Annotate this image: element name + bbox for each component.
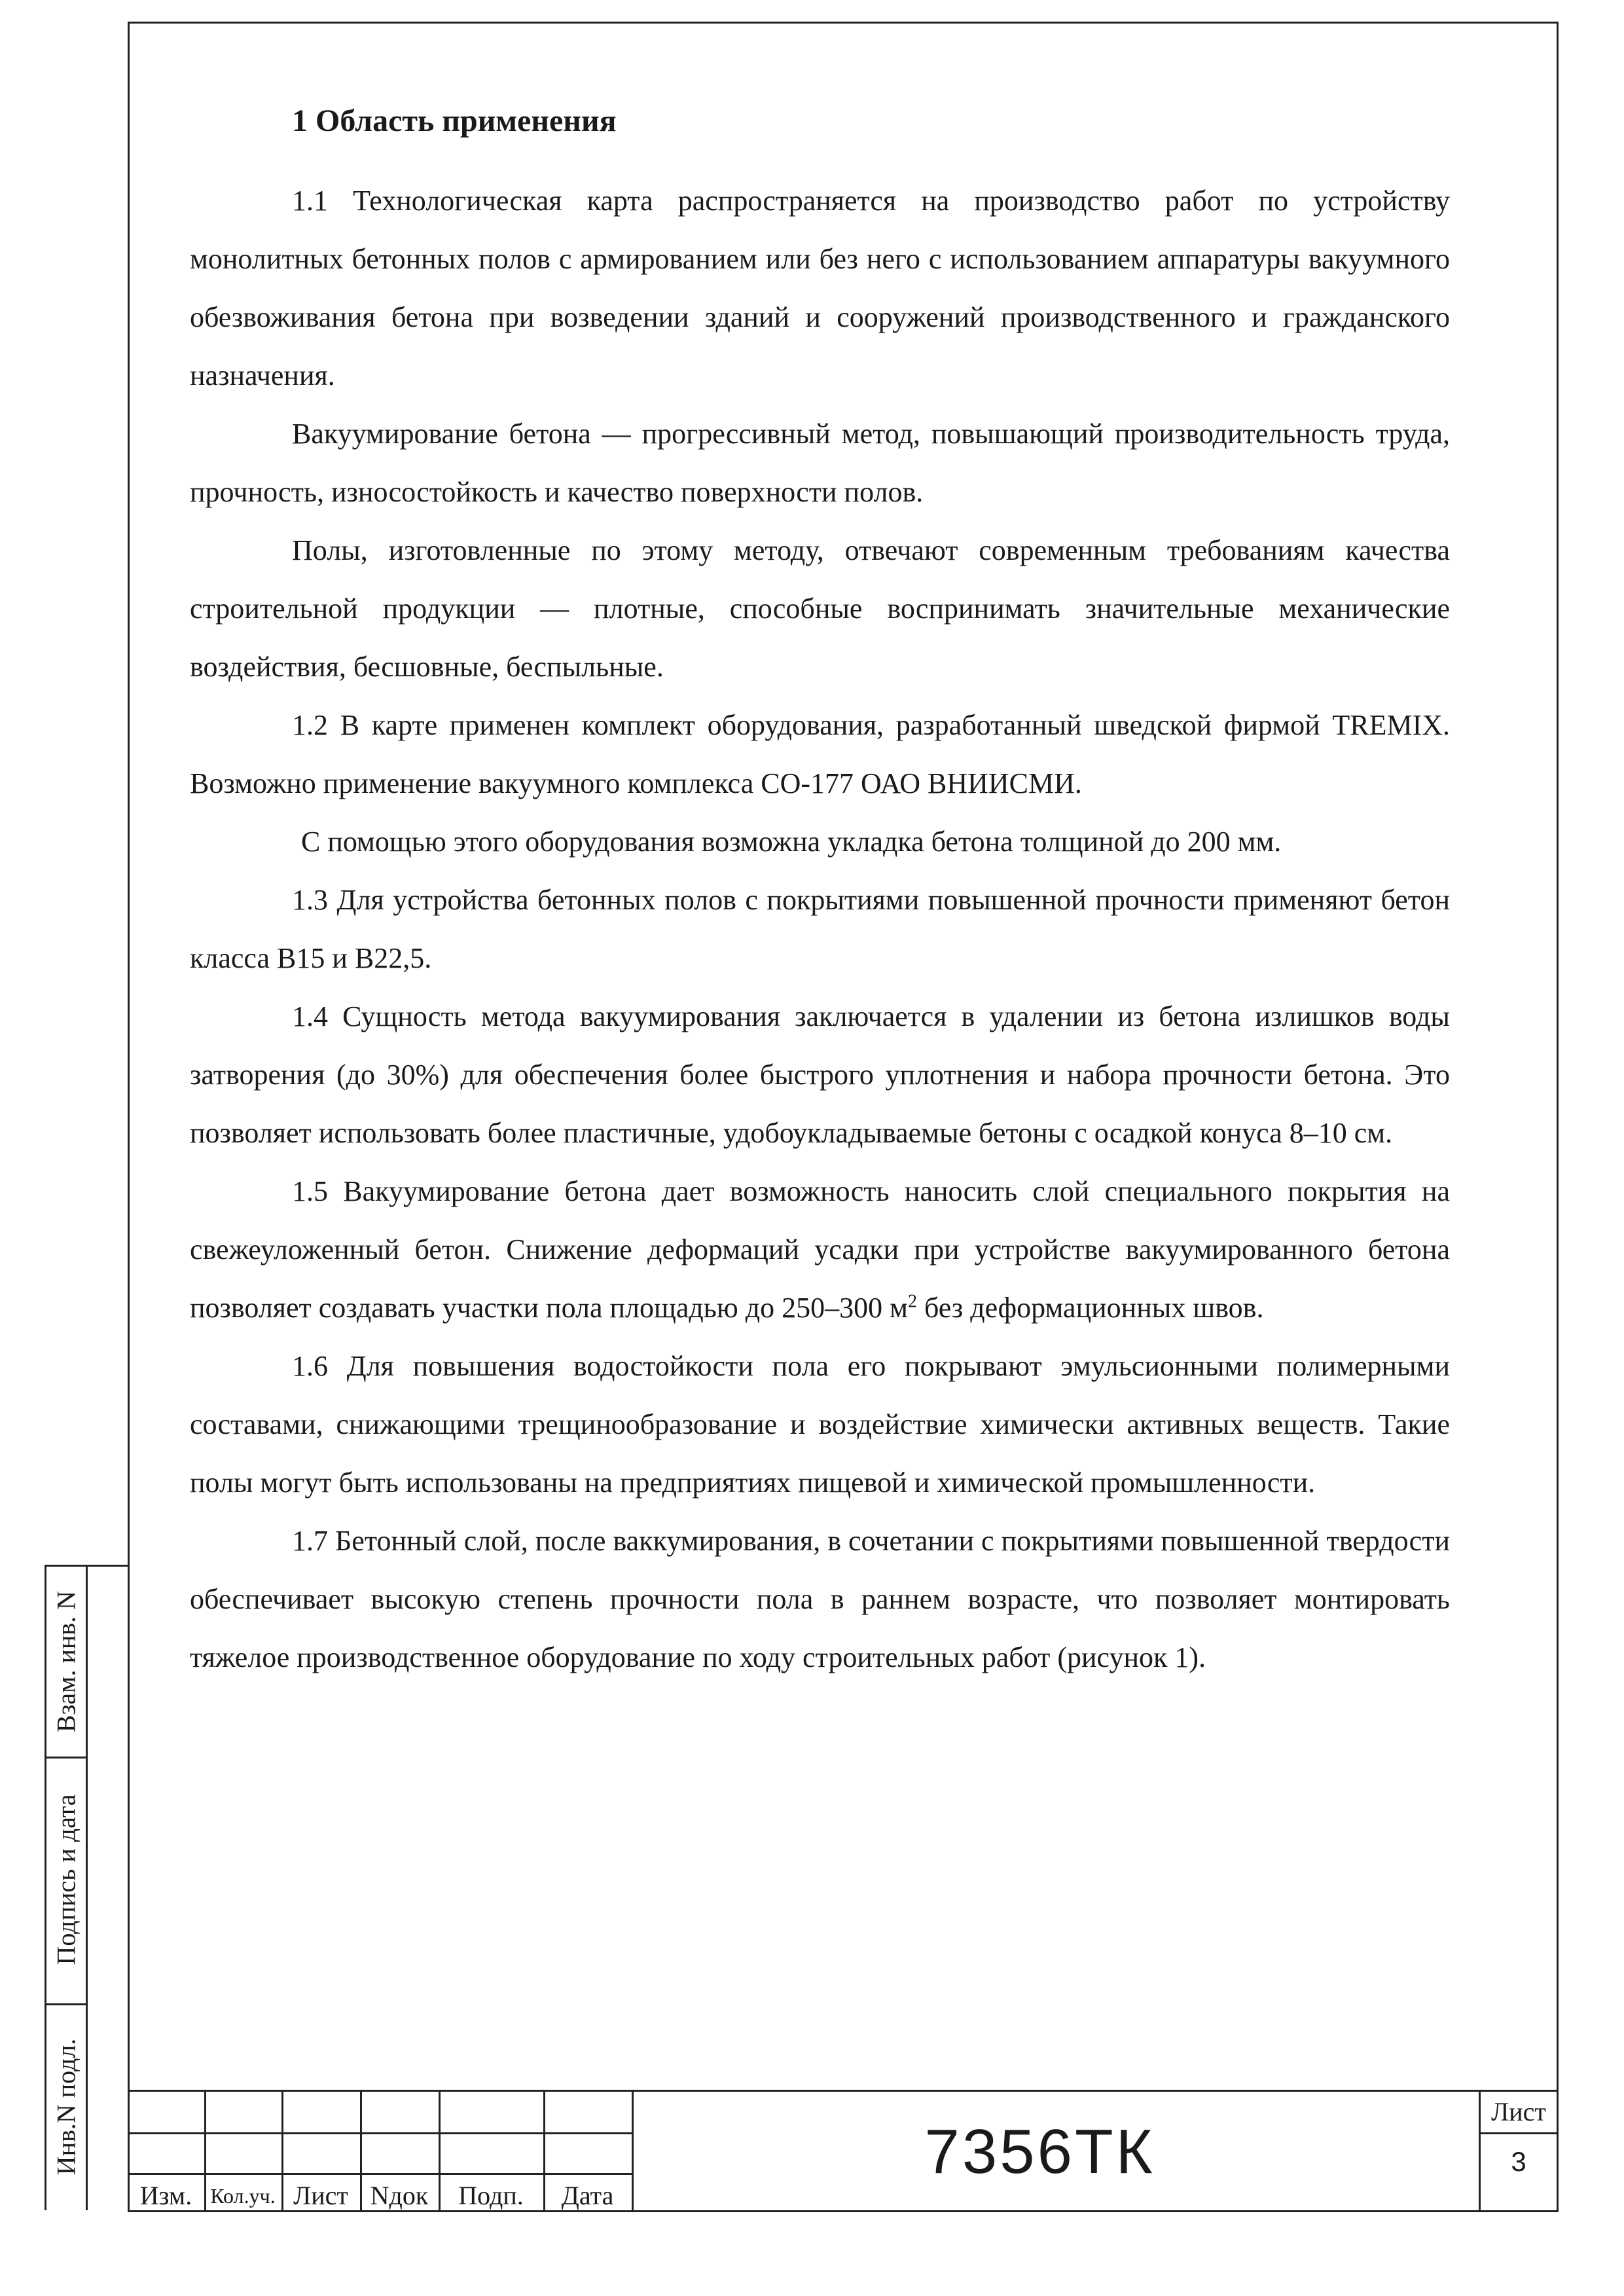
paragraph-1-5	[190, 1162, 1450, 1337]
col-kol-uch: Кол.уч.	[210, 2184, 276, 2208]
side-cell-inv-podl	[46, 2003, 86, 2210]
side-stamp	[45, 1565, 130, 2210]
revision-grid	[128, 2092, 632, 2212]
side-label-sign-date: Подпись и дата	[51, 1794, 81, 1965]
paragraph-1-6: 1.6 Для повышения водостойкости пола его покрывают эмульсионными полимерными составами, снижающими трещинообразование и воздействие химически активных веществ. Такие полы могут быть использованы на предприятиях пищевой и химической промышленности.	[190, 1350, 1450, 1499]
col-data: Дата	[561, 2181, 614, 2210]
sheet-label: Лист	[1481, 2092, 1557, 2134]
paragraph-thickness: С помощью этого оборудования возможна укладка бетона толщиной до 200 мм.	[301, 826, 1282, 858]
side-cell-sign-date	[46, 1757, 86, 2005]
paragraph-1-1: 1.1 Технологическая карта распространяется на производство работ по устройству монолитных бетонных полов с армированием или без него с использованием аппаратуры вакуумного обезвоживания бетона при возведении зданий и сооружений производственного и гражданского назначения.	[190, 185, 1450, 392]
paragraph-1-4: 1.4 Сущность метода вакуумирования заключается в удалении из бетона излишков воды затворения (до 30%) для обеспечения более быстрого уплотнения и набора прочности бетона. Это позволяет использовать более пластичные, удобоукладываемые бетоны с осадкой конуса 8–10 см.	[190, 1000, 1450, 1149]
side-label-inv-zam: Взам. инв. N	[51, 1590, 81, 1733]
superscript-2: 2	[907, 1291, 917, 1312]
document-code: 7356ТК	[924, 2117, 1155, 2187]
paragraph-1-5-text: 1.5 Вакуумирование бетона дает возможность наносить слой специального покрытия на свежеуложенный бетон. Снижение деформаций усадки при устройстве вакуумированного бетона позволяет создавать участки пола площадью до 250–300 м	[190, 1175, 1450, 1324]
paragraph-1-2: 1.2 В карте применен комплект оборудования, разработанный шведской фирмой TREMIX. Возможно применение вакуумного комплекса СО-177 ОАО ВНИИСМИ.	[190, 709, 1450, 799]
paragraph-vacuum-method: Вакуумирование бетона — прогрессивный метод, повышающий производительность труда, прочность, износостойкость и качество поверхности полов.	[190, 418, 1450, 508]
paragraph-1-3: 1.3 Для устройства бетонных полов с покрытиями повышенной прочности применяют бетон класса В15 и В22,5.	[190, 884, 1450, 974]
title-block	[128, 2090, 1557, 2212]
paragraph-1-7: 1.7 Бетонный слой, после ваккумирования, в сочетании с покрытиями повышенной твердости обеспечивает высокую степень прочности пола в раннем возрасте, что позволяет монтировать тяжелое производственное оборудование по ходу строительных работ (рисунок 1).	[190, 1525, 1450, 1673]
sheet-number: 3	[1511, 2146, 1526, 2177]
side-cell-inv-zam	[46, 1567, 86, 1758]
col-ndok: Nдок	[370, 2181, 429, 2210]
paragraph-floors-quality: Полы, изготовленные по этому методу, отвечают современным требованиям качества строительной продукции — плотные, способные воспринимать значительные механические воздействия, бесшовные, беспыльные.	[190, 534, 1450, 683]
section-heading: 1 Область применения	[292, 103, 617, 138]
side-label-inv-podl: Инв.N подл.	[51, 2038, 81, 2176]
sheet-box	[1479, 2092, 1557, 2212]
paragraph-1-5-tail: без деформационных швов.	[916, 1292, 1264, 1324]
document-body	[190, 92, 1450, 1686]
col-podp: Подп.	[458, 2181, 524, 2210]
col-list: Лист	[293, 2181, 348, 2210]
col-izm: Изм.	[139, 2181, 192, 2210]
